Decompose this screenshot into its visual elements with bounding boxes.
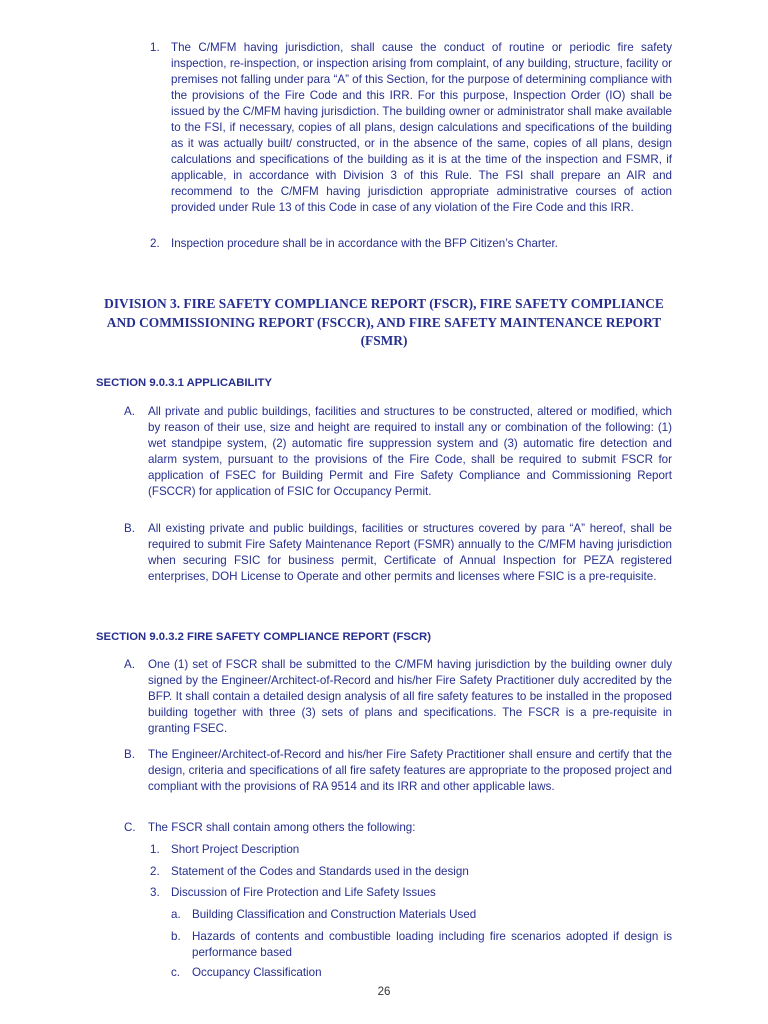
list-letter: B.	[124, 748, 135, 761]
list-letter: C.	[124, 821, 136, 834]
page-number: 26	[377, 986, 391, 998]
sub-sub-list-item	[171, 907, 672, 923]
list-text: Inspection procedure shall be in accordance with the BFP Citizen’s Charter.	[171, 237, 558, 250]
list-letter: a.	[171, 908, 181, 921]
list-item	[124, 747, 672, 795]
sub-list-item	[150, 885, 672, 901]
list-letter: A.	[124, 658, 135, 671]
list-item	[124, 404, 672, 500]
list-number: 2.	[150, 865, 160, 878]
list-number: 2.	[150, 237, 160, 250]
list-text: The C/MFM having jurisdiction, shall cause the conduct of routine or periodic fire safety inspection, re-inspection, or inspection arising from complaint, of any building, structure, facility or premises not falling under para “A” of this Section, for the purpose of determining compliance with the provisions of the Fire Code and this IRR. For this purpose, Inspection Order (IO) shall be issued by the C/MFM having jurisdiction. The building owner or administrator shall make available to the FSI, if necessary, copies of all plans, design calculations and specifications of the building as it was actually built/ constructed, or in the absence of the same, copies of all plans, design calculations and specifications of the building as it is at the time of the inspection and FSMR, if applicable, in accordance with Division 3 of this Rule. The FSI shall prepare an AIR and recommend to the C/MFM having jurisdiction appropriate administrative courses of action provided under Rule 13 of this Code in case of any violation of the Fire Code and this IRR.	[171, 41, 672, 214]
list-text: The FSCR shall contain among others the following:	[148, 821, 416, 834]
list-text: Statement of the Codes and Standards used in the design	[171, 865, 469, 878]
list-letter: B.	[124, 522, 135, 535]
list-item	[124, 820, 672, 836]
division-heading: DIVISION 3. FIRE SAFETY COMPLIANCE REPORT (FSCR), FIRE SAFETY COMPLIANCE AND COMMISSIONING REPORT (FSCCR), AND FIRE SAFETY MAINTENANCE REPORT (FSMR)	[104, 296, 664, 348]
list-letter: A.	[124, 405, 135, 418]
list-number: 1.	[150, 41, 160, 54]
list-item	[150, 40, 672, 216]
list-number: 1.	[150, 843, 160, 856]
list-text: Short Project Description	[171, 843, 300, 856]
list-letter: c.	[171, 966, 181, 979]
list-text: All private and public buildings, facilities and structures to be constructed, altered or modified, which by reason of their use, size and height are required to install any or combination of the following: (1) wet standpipe system, (2) automatic fire suppression system and (3) automatic fire detection and alarm system, pursuant to the provisions of the Fire Code, shall be required to submit FSCR for application of FSEC for Building Permit and Fire Safety Compliance and Commissioning Report (FSCCR) for application of FSIC for Occupancy Permit.	[148, 405, 672, 498]
list-text: Building Classification and Construction Materials Used	[192, 908, 477, 921]
list-text: Occupancy Classification	[192, 966, 322, 979]
list-text: Hazards of contents and combustible loading including fire scenarios adopted if design is performance based	[192, 930, 672, 959]
sub-sub-list-item	[171, 965, 672, 981]
list-letter: b.	[171, 930, 181, 943]
list-text: The Engineer/Architect-of-Record and his/her Fire Safety Practitioner shall ensure and certify that the design, criteria and specifications of all fire safety features are appropriate to the proposed project and compliant with the provisions of RA 9514 and its IRR and other applicable laws.	[148, 748, 672, 793]
list-text: Discussion of Fire Protection and Life Safety Issues	[171, 886, 436, 899]
list-text: One (1) set of FSCR shall be submitted to the C/MFM having jurisdiction by the building owner duly signed by the Engineer/Architect-of-Record and his/her Fire Safety Practitioner duly accredited by the BFP. It shall contain a detailed design analysis of all fire safety features to be installed in the proposed building together with three (3) sets of plans and specifications. The FSCR is a pre-requisite in granting FSEC.	[148, 658, 672, 735]
list-item	[124, 521, 672, 585]
sub-list-item	[150, 864, 672, 880]
section-heading: SECTION 9.0.3.1 APPLICABILITY	[96, 377, 272, 389]
list-number: 3.	[150, 886, 160, 899]
list-item	[124, 657, 672, 737]
list-text: All existing private and public buildings, facilities or structures covered by para “A” hereof, shall be required to submit Fire Safety Maintenance Report (FSMR) annually to the C/MFM having jurisdiction when securing FSIC for business permit, Certificate of Annual Inspection for PEZA registered enterprises, DOH License to Operate and other permits and licenses where FSIC is a pre-requisite.	[148, 522, 672, 583]
sub-list-item	[150, 842, 672, 858]
sub-sub-list-item	[171, 929, 672, 961]
section-heading: SECTION 9.0.3.2 FIRE SAFETY COMPLIANCE REPORT (FSCR)	[96, 631, 431, 643]
list-item	[150, 236, 672, 252]
